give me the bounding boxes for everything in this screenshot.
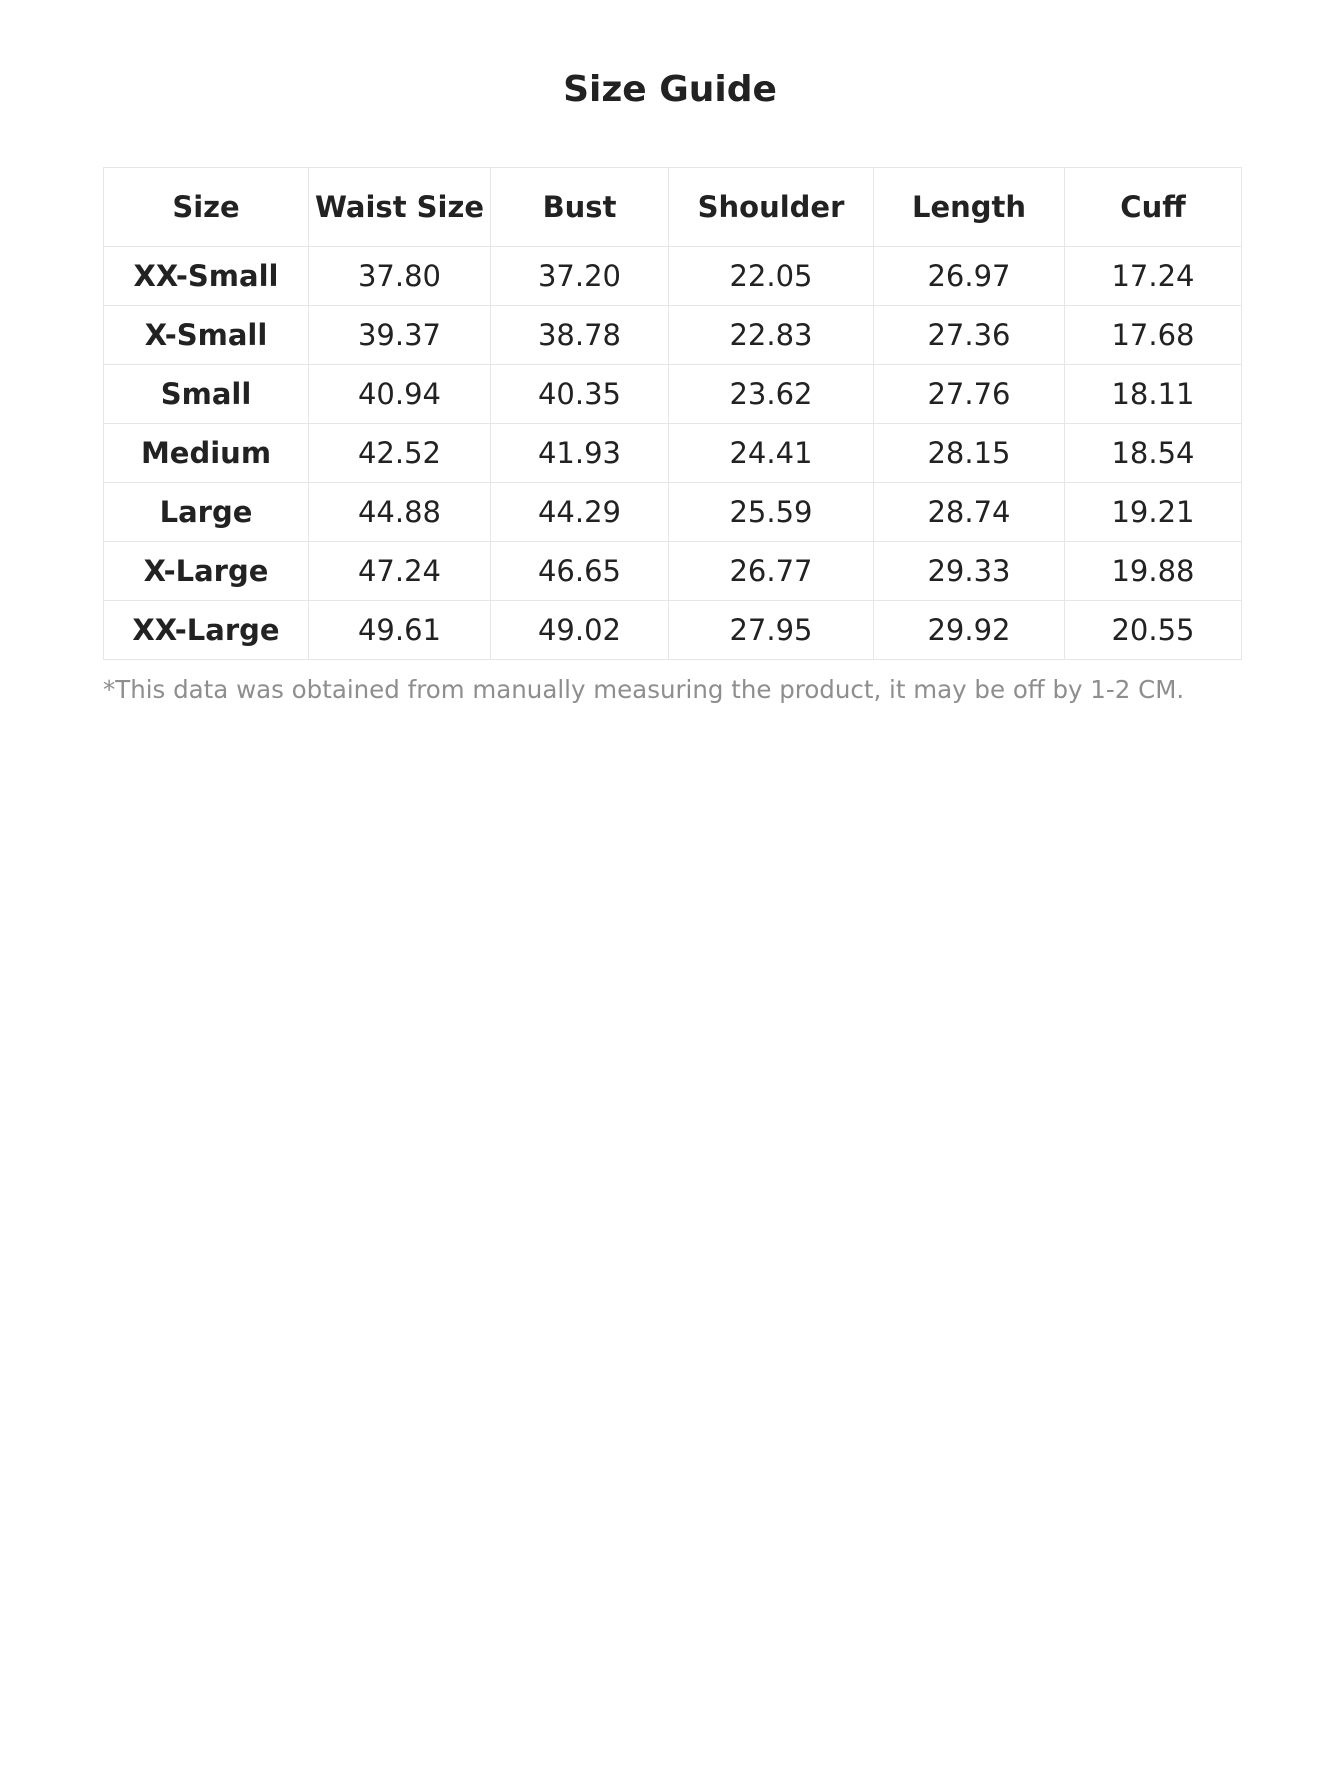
length-cell: 28.74 bbox=[874, 483, 1065, 542]
waist-cell: 40.94 bbox=[309, 365, 491, 424]
table-row bbox=[104, 247, 1242, 306]
bust-cell: 46.65 bbox=[491, 542, 669, 601]
waist-cell: 39.37 bbox=[309, 306, 491, 365]
shoulder-cell: 22.05 bbox=[669, 247, 874, 306]
size-cell: Small bbox=[104, 365, 309, 424]
cuff-cell: 17.24 bbox=[1065, 247, 1242, 306]
header-shoulder: Shoulder bbox=[669, 168, 874, 247]
length-cell: 28.15 bbox=[874, 424, 1065, 483]
shoulder-cell: 23.62 bbox=[669, 365, 874, 424]
cuff-cell: 20.55 bbox=[1065, 601, 1242, 660]
size-cell: X-Small bbox=[104, 306, 309, 365]
waist-cell: 42.52 bbox=[309, 424, 491, 483]
header-cuff: Cuff bbox=[1065, 168, 1242, 247]
measurement-disclaimer: *This data was obtained from manually measuring the product, it may be off by 1-2 CM. bbox=[103, 675, 1185, 704]
length-cell: 27.36 bbox=[874, 306, 1065, 365]
size-cell: XX-Large bbox=[104, 601, 309, 660]
bust-cell: 41.93 bbox=[491, 424, 669, 483]
table-row bbox=[104, 424, 1242, 483]
bust-cell: 49.02 bbox=[491, 601, 669, 660]
size-cell: X-Large bbox=[104, 542, 309, 601]
table-row bbox=[104, 306, 1242, 365]
header-bust: Bust bbox=[491, 168, 669, 247]
header-length: Length bbox=[874, 168, 1065, 247]
length-cell: 29.33 bbox=[874, 542, 1065, 601]
bust-cell: 40.35 bbox=[491, 365, 669, 424]
table-row bbox=[104, 601, 1242, 660]
page-title: Size Guide bbox=[563, 69, 777, 110]
shoulder-cell: 27.95 bbox=[669, 601, 874, 660]
bust-cell: 38.78 bbox=[491, 306, 669, 365]
length-cell: 29.92 bbox=[874, 601, 1065, 660]
header-size: Size bbox=[104, 168, 309, 247]
shoulder-cell: 25.59 bbox=[669, 483, 874, 542]
cuff-cell: 19.21 bbox=[1065, 483, 1242, 542]
cuff-cell: 19.88 bbox=[1065, 542, 1242, 601]
shoulder-cell: 24.41 bbox=[669, 424, 874, 483]
table-row bbox=[104, 542, 1242, 601]
table-header-row bbox=[104, 168, 1242, 247]
table-row bbox=[104, 365, 1242, 424]
length-cell: 27.76 bbox=[874, 365, 1065, 424]
size-cell: Medium bbox=[104, 424, 309, 483]
table-row bbox=[104, 483, 1242, 542]
waist-cell: 37.80 bbox=[309, 247, 491, 306]
size-cell: XX-Small bbox=[104, 247, 309, 306]
size-table bbox=[103, 167, 1242, 660]
size-cell: Large bbox=[104, 483, 309, 542]
cuff-cell: 18.11 bbox=[1065, 365, 1242, 424]
waist-cell: 49.61 bbox=[309, 601, 491, 660]
cuff-cell: 18.54 bbox=[1065, 424, 1242, 483]
waist-cell: 47.24 bbox=[309, 542, 491, 601]
bust-cell: 37.20 bbox=[491, 247, 669, 306]
bust-cell: 44.29 bbox=[491, 483, 669, 542]
length-cell: 26.97 bbox=[874, 247, 1065, 306]
shoulder-cell: 26.77 bbox=[669, 542, 874, 601]
cuff-cell: 17.68 bbox=[1065, 306, 1242, 365]
header-waist-size: Waist Size bbox=[309, 168, 491, 247]
waist-cell: 44.88 bbox=[309, 483, 491, 542]
shoulder-cell: 22.83 bbox=[669, 306, 874, 365]
